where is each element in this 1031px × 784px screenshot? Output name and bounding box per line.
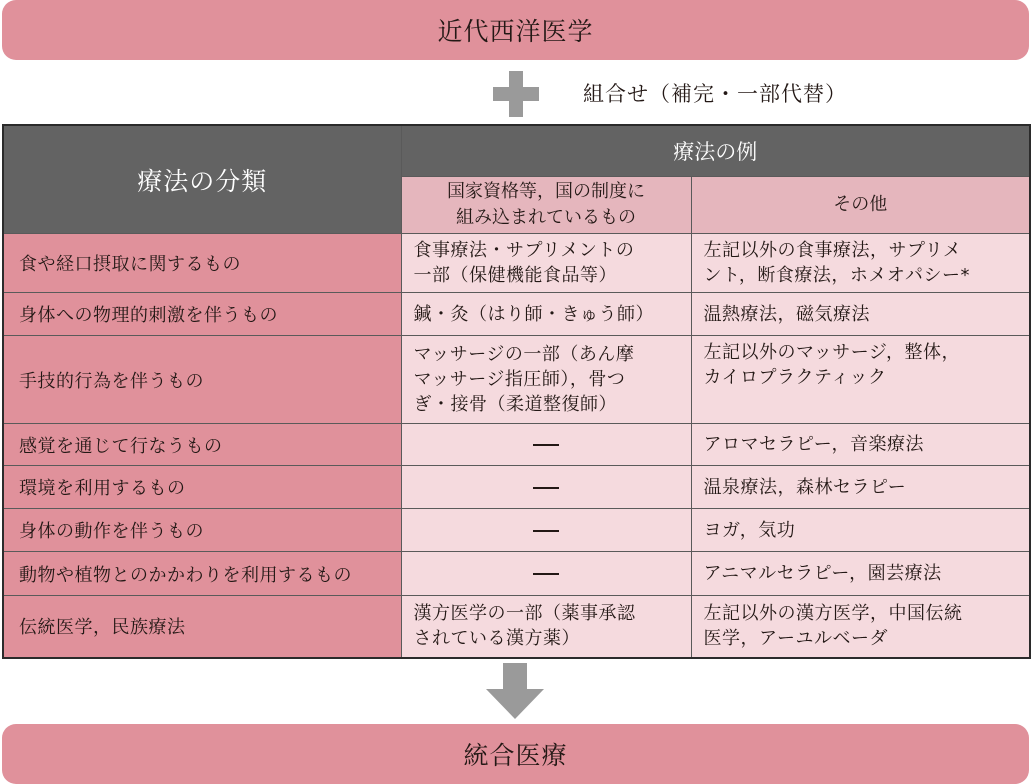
therapy-table xyxy=(2,124,1031,659)
other-example-cell xyxy=(691,552,1030,596)
national-example-cell xyxy=(401,596,691,658)
national-example-cell xyxy=(401,234,691,293)
dash-mark xyxy=(533,487,559,489)
cell-line: されている漢方薬） xyxy=(413,628,580,650)
header-category: 療法の分類 xyxy=(3,125,401,234)
table-row xyxy=(3,466,1030,509)
national-example-cell xyxy=(401,336,691,424)
cell-line: 左記以外の食事療法，サプリメ xyxy=(703,240,962,261)
cell-line: 左記以外の漢方医学，中国伝統 xyxy=(703,603,963,625)
integrative-medicine-banner xyxy=(2,724,1029,784)
cell-line: アロマセラピー，音楽療法 xyxy=(703,434,925,455)
category-cell: 手技的行為を伴うもの xyxy=(3,336,401,424)
plus-icon xyxy=(493,71,539,117)
other-example-cell xyxy=(691,424,1030,466)
dash-mark xyxy=(533,530,559,532)
national-example-cell xyxy=(401,293,691,336)
other-example-cell xyxy=(691,234,1030,293)
category-cell: 身体の動作を伴うもの xyxy=(3,509,401,552)
cell-line: 鍼・灸（はり師・きゅう師） xyxy=(413,303,654,325)
other-example-cell xyxy=(691,466,1030,509)
header-other: その他 xyxy=(691,177,1030,234)
bottom-banner-text: 統合医療 xyxy=(463,741,568,770)
national-example-cell xyxy=(401,509,691,552)
national-example-cell xyxy=(401,424,691,466)
cell-line: カイロプラクティック xyxy=(703,367,887,388)
cell-line: 医学，アーユルベーダ xyxy=(703,628,888,650)
category-cell: 動物や植物とのかかわりを利用するもの xyxy=(3,552,401,596)
cell-line: ヨガ，気功 xyxy=(703,519,796,541)
national-example-cell xyxy=(401,552,691,596)
national-example-cell xyxy=(401,466,691,509)
down-arrow-icon xyxy=(486,663,544,721)
cell-line: 左記以外のマッサージ，整体， xyxy=(703,342,960,363)
category-cell: 身体への物理的刺激を伴うもの xyxy=(3,293,401,336)
other-example-cell xyxy=(691,293,1030,336)
category-cell: 環境を利用するもの xyxy=(3,466,401,509)
dash-mark xyxy=(533,573,559,575)
cell-line: アニマルセラピー，園芸療法 xyxy=(703,563,942,584)
table-row xyxy=(3,293,1030,336)
cell-line: ント，断食療法，ホメオパシー* xyxy=(703,265,971,286)
cell-line: 温熱療法，磁気療法 xyxy=(703,303,870,325)
cell-line: 温泉療法，森林セラピー xyxy=(703,476,907,498)
modern-western-medicine-banner xyxy=(2,0,1029,60)
cell-line: 食事療法・サプリメントの xyxy=(413,240,635,261)
table-row xyxy=(3,234,1030,293)
category-cell: 伝統医学，民族療法 xyxy=(3,596,401,658)
table-row xyxy=(3,552,1030,596)
cell-line: ぎ・接骨（柔道整復師） xyxy=(413,394,617,415)
header-examples: 療法の例 xyxy=(401,125,1030,177)
other-example-cell xyxy=(691,509,1030,552)
table-row xyxy=(3,509,1030,552)
cell-line: マッサージ指圧師），骨つ xyxy=(413,369,626,390)
table-row xyxy=(3,596,1030,658)
other-example-cell xyxy=(691,596,1030,658)
cell-line: マッサージの一部（あん摩 xyxy=(413,344,635,365)
table-row xyxy=(3,336,1030,424)
header-national-system: 国家資格等，国の制度に 組み込まれているもの xyxy=(401,177,691,234)
combination-label: 組合せ（補完・一部代替） xyxy=(583,82,847,106)
category-cell: 食や経口摂取に関するもの xyxy=(3,234,401,293)
table-row xyxy=(3,424,1030,466)
category-cell: 感覚を通じて行なうもの xyxy=(3,424,401,466)
other-example-cell xyxy=(691,336,1030,424)
cell-line: 一部（保健機能食品等） xyxy=(413,265,617,286)
top-banner-text: 近代西洋医学 xyxy=(437,17,594,46)
cell-line: 漢方医学の一部（薬事承認 xyxy=(413,603,636,625)
dash-mark xyxy=(533,444,559,446)
